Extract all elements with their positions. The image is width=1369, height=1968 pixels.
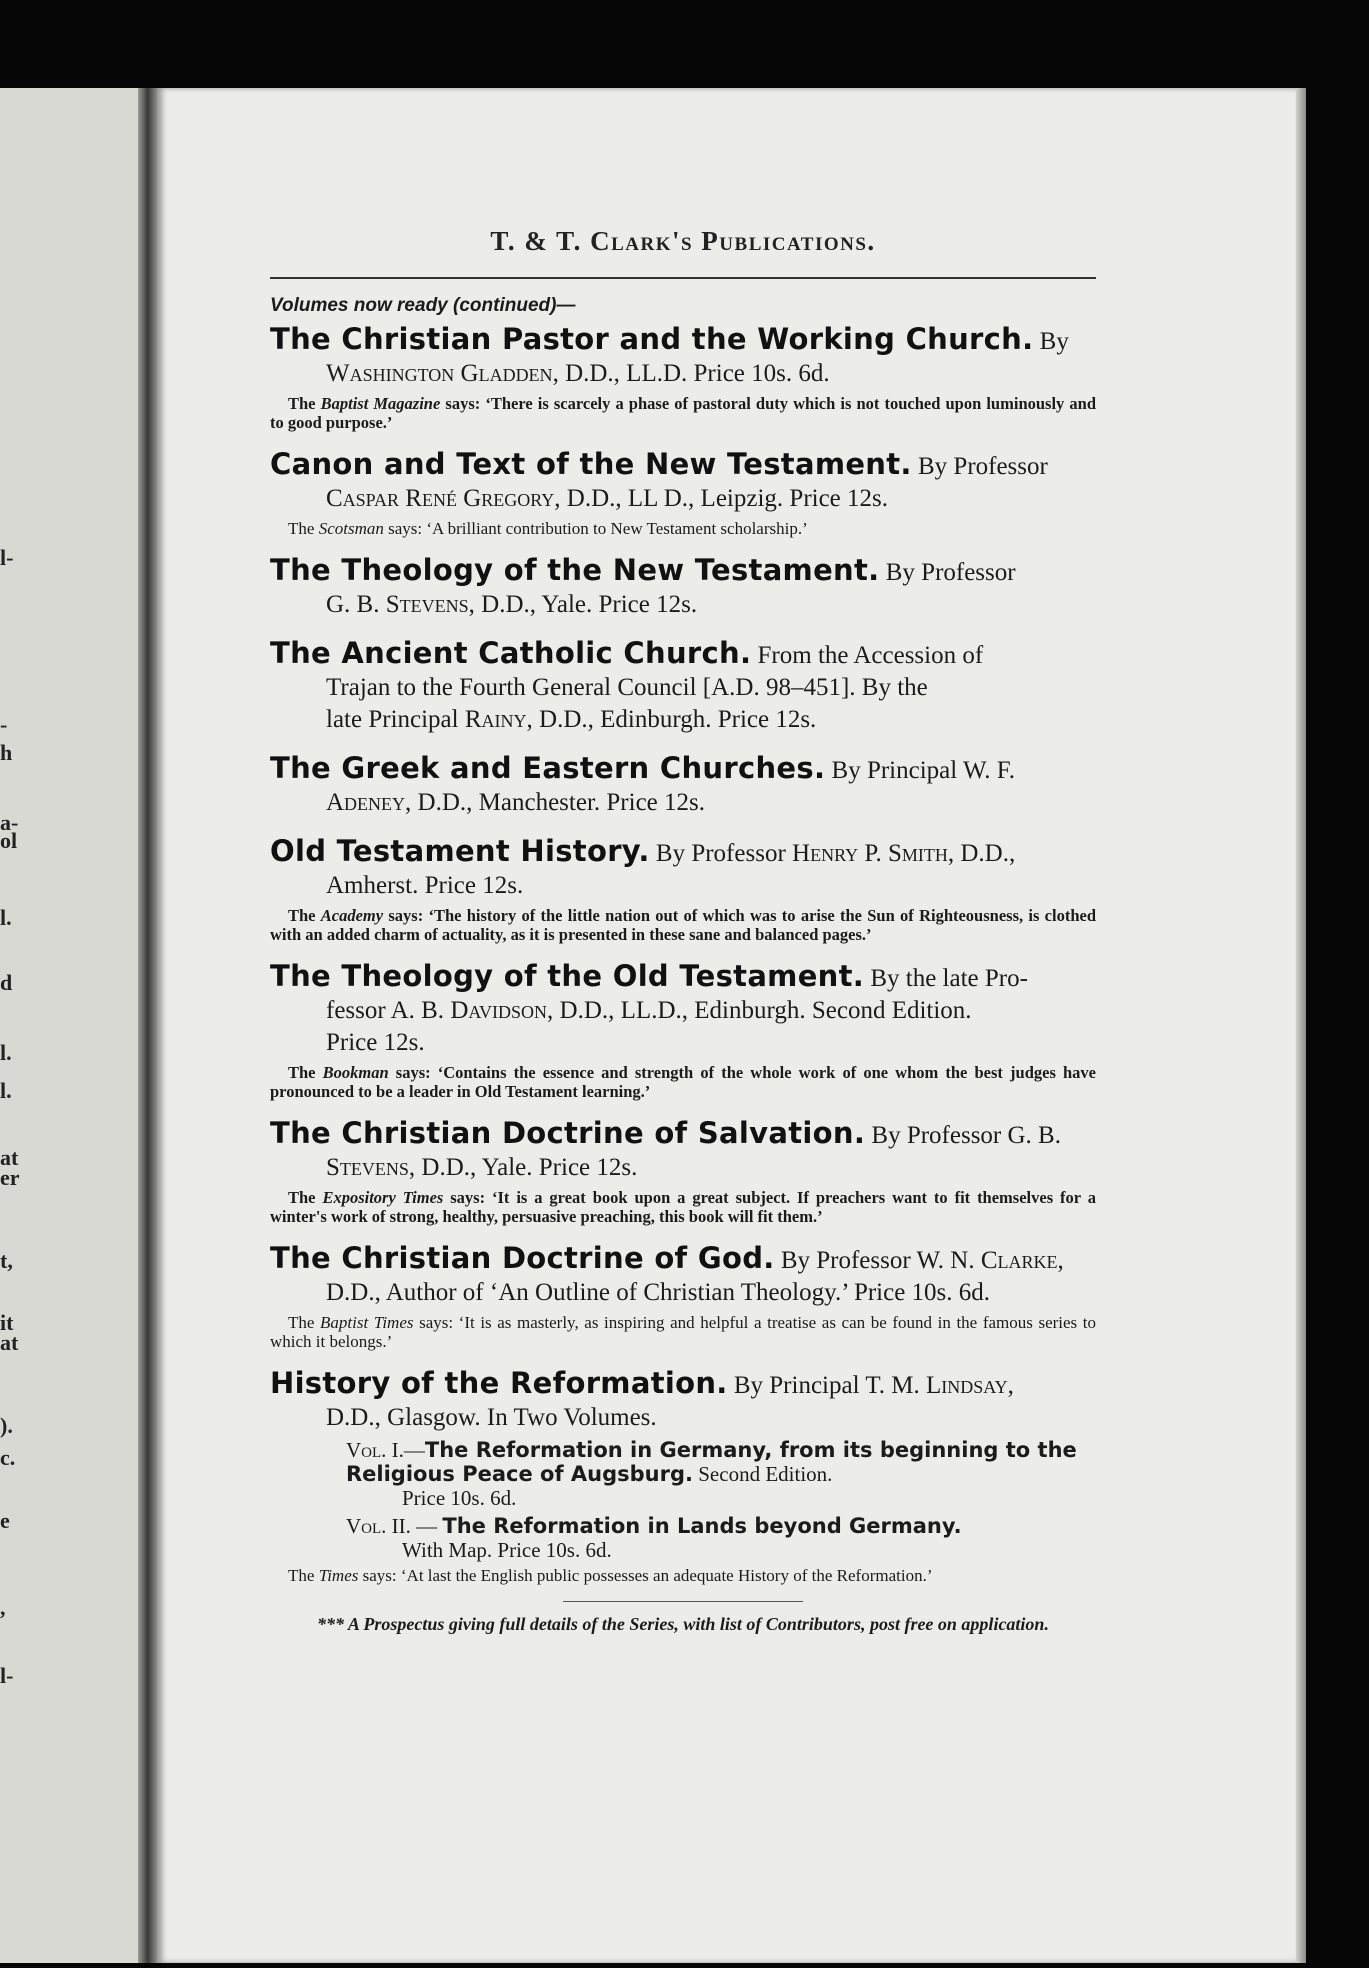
left-fragment-text: er bbox=[0, 1165, 20, 1190]
review-prefix: The bbox=[288, 1566, 319, 1585]
book-entry bbox=[270, 1367, 1096, 1585]
author-details: , D.D., LL.D., Edinburgh. Second Edition. bbox=[547, 997, 972, 1024]
book-entry bbox=[270, 835, 1096, 944]
book-title: The Theology of the Old Testament. bbox=[270, 959, 865, 993]
book-title: Canon and Text of the New Testament. bbox=[270, 447, 912, 481]
entry-line bbox=[270, 358, 1096, 390]
book-title: The Greek and Eastern Churches. bbox=[270, 751, 826, 785]
entry-byline: By Professor G. B. bbox=[865, 1122, 1061, 1149]
entry-head bbox=[270, 637, 1096, 672]
book-entry bbox=[270, 752, 1096, 819]
review-text: says: ‘At last the English public possesses an adequate History of the Reformation.’ bbox=[358, 1566, 933, 1585]
left-fragment-text: ol bbox=[0, 828, 18, 853]
author-name: Washington Gladden bbox=[326, 360, 553, 387]
review-text: says: ‘It is a great book upon a great subject. If preachers want to fit themselves for a winter's work of strong, healthy, persuasive preaching, this book will fit them.’ bbox=[270, 1188, 1096, 1226]
entry-byline: By the late Pro- bbox=[864, 965, 1028, 992]
page-edge bbox=[1296, 88, 1306, 1963]
volume-title: The Reformation in Germany, from its beginning to the Religious Peace of Augsburg. bbox=[346, 1438, 1077, 1486]
entry-head bbox=[270, 835, 1096, 870]
book-title: History of the Reformation. bbox=[270, 1366, 728, 1400]
volume-label: Vol. II. — bbox=[346, 1514, 443, 1538]
author-name: Stevens bbox=[326, 1154, 409, 1181]
book-entry bbox=[270, 1117, 1096, 1226]
entry-line: D.D., Glasgow. In Two Volumes. bbox=[326, 1404, 657, 1431]
entry-byline: From the Accession of bbox=[751, 642, 984, 669]
entry-byline: By Principal W. F. bbox=[825, 757, 1015, 784]
book-title: The Christian Doctrine of God. bbox=[270, 1241, 775, 1275]
book-title: The Ancient Catholic Church. bbox=[270, 636, 752, 670]
author-name: Caspar René Gregory bbox=[326, 485, 555, 512]
review-quote bbox=[270, 906, 1096, 944]
entry-head bbox=[270, 448, 1096, 483]
entry-line: Amherst. Price 12s. bbox=[326, 872, 524, 899]
left-fragment-text: l. bbox=[0, 1040, 12, 1065]
author-prefix: late Principal bbox=[326, 706, 465, 733]
author-details: , bbox=[1007, 1372, 1014, 1399]
entry-head bbox=[270, 752, 1096, 787]
entry-line bbox=[270, 483, 1096, 515]
author-details: , D.D., Manchester. Price 12s. bbox=[405, 789, 705, 816]
volume-edition: Second Edition. bbox=[693, 1462, 833, 1486]
review-text: says: ‘The history of the little nation out of which was to arise the Sun of Righteousness, is clothed with an added charm of actuality, as it is presented in these sane and balanced pages.’ bbox=[270, 906, 1096, 944]
entry-line bbox=[270, 704, 1096, 736]
book-entry bbox=[270, 448, 1096, 538]
volume-entry bbox=[270, 1438, 1096, 1510]
left-fragment-text: it bbox=[0, 1310, 14, 1335]
left-fragment-text: l- bbox=[0, 1663, 14, 1688]
review-source: Academy bbox=[320, 906, 384, 925]
left-fragment-text: a- bbox=[0, 810, 19, 835]
review-prefix: The bbox=[288, 519, 319, 538]
entry-head bbox=[270, 323, 1096, 358]
review-prefix: The bbox=[288, 394, 321, 413]
page-content bbox=[270, 226, 1096, 1636]
entry-byline: By Professor W. N. bbox=[774, 1247, 981, 1274]
head-rule bbox=[270, 277, 1096, 279]
volume-title: The Reformation in Lands beyond Germany. bbox=[442, 1514, 962, 1538]
review-source: Times bbox=[318, 1566, 359, 1585]
left-fragment-text: l. bbox=[0, 1078, 12, 1103]
review-source: Scotsman bbox=[318, 519, 384, 538]
author-details: , D.D., Edinburgh. Price 12s. bbox=[526, 706, 817, 733]
author-details: , D.D., bbox=[947, 840, 1016, 867]
review-source: Baptist Magazine bbox=[320, 394, 441, 413]
review-quote bbox=[270, 1188, 1096, 1226]
review-quote bbox=[270, 1566, 1096, 1585]
footer-rule bbox=[563, 1601, 803, 1602]
review-prefix: The bbox=[288, 1188, 323, 1207]
entry-byline: By Principal T. M. bbox=[727, 1372, 926, 1399]
entry-line bbox=[270, 1152, 1096, 1184]
entry-head bbox=[270, 1242, 1096, 1277]
book-entry bbox=[270, 323, 1096, 432]
entry-line: Price 12s. bbox=[326, 1029, 425, 1056]
review-prefix: The bbox=[288, 1313, 321, 1332]
book-title: The Christian Doctrine of Salvation. bbox=[270, 1116, 866, 1150]
left-fragment-text: - bbox=[0, 712, 8, 737]
book-entry bbox=[270, 960, 1096, 1101]
entry-head bbox=[270, 554, 1096, 589]
entry-byline: By Professor bbox=[879, 559, 1016, 586]
review-source: Baptist Times bbox=[320, 1313, 414, 1332]
entry-line: Trajan to the Fourth General Council [A.D. 98–451]. By the bbox=[326, 674, 928, 701]
previous-page-fragment bbox=[0, 88, 148, 1963]
review-quote bbox=[270, 519, 1096, 538]
author-initials: G. B. bbox=[326, 591, 386, 618]
book-entry bbox=[270, 1242, 1096, 1351]
review-text: says: ‘A brilliant contribution to New Testament scholarship.’ bbox=[383, 519, 808, 538]
author-name: Rainy bbox=[464, 706, 527, 733]
left-fragment-text: at bbox=[0, 1330, 19, 1355]
book-title: Old Testament History. bbox=[270, 834, 650, 868]
entry-byline: By bbox=[1033, 328, 1069, 355]
review-prefix: The bbox=[288, 1063, 323, 1082]
volume-price: Price 10s. 6d. bbox=[402, 1486, 517, 1510]
left-fragment-text: t, bbox=[0, 1248, 13, 1273]
entry-head bbox=[270, 1117, 1096, 1152]
author-details: , D.D., Yale. Price 12s. bbox=[468, 591, 698, 618]
left-fragment-text: , bbox=[0, 1595, 6, 1620]
volume-entry bbox=[270, 1514, 1096, 1562]
entry-line bbox=[270, 787, 1096, 819]
author-name: Davidson bbox=[450, 997, 548, 1024]
review-source: Expository Times bbox=[322, 1188, 444, 1207]
left-fragment-text: d bbox=[0, 970, 13, 995]
review-text: says: ‘It is as masterly, as inspiring and helpful a treatise as can be found in the famous series to which it belongs.’ bbox=[270, 1313, 1096, 1351]
author-prefix: fessor A. B. bbox=[326, 997, 451, 1024]
left-fragment-text: l- bbox=[0, 545, 14, 570]
author-details: , D.D., LL D., Leipzig. Price 12s. bbox=[554, 485, 889, 512]
left-fragment-text: at bbox=[0, 1145, 19, 1170]
review-prefix: The bbox=[288, 906, 321, 925]
author-name: Lindsay bbox=[925, 1372, 1008, 1399]
author-name: Stevens bbox=[385, 591, 469, 618]
volume-label: Vol. I.— bbox=[346, 1438, 425, 1462]
entry-byline: By Professor bbox=[649, 840, 793, 867]
review-source: Bookman bbox=[322, 1063, 389, 1082]
entry-line bbox=[270, 589, 1096, 621]
section-heading: Volumes now ready (continued)— bbox=[270, 295, 576, 316]
review-quote bbox=[270, 1313, 1096, 1351]
book-title: The Christian Pastor and the Working Church. bbox=[270, 322, 1034, 356]
author-details: , D.D., Yale. Price 12s. bbox=[408, 1154, 638, 1181]
review-text: says: ‘Contains the essence and strength of the whole work of one whom the best judges have pronounced to be a leader in Old Testament learning.’ bbox=[270, 1063, 1096, 1101]
author-details: , D.D., LL.D. Price 10s. 6d. bbox=[552, 360, 830, 387]
left-fragment-text: c. bbox=[0, 1445, 16, 1470]
volume-price: With Map. Price 10s. 6d. bbox=[402, 1538, 612, 1562]
entry-line: D.D., Author of ‘An Outline of Christian Theology.’ Price 10s. 6d. bbox=[326, 1279, 991, 1306]
prospectus-note: *** A Prospectus giving full details of the Series, with list of Contributors, post free on application. bbox=[317, 1614, 1049, 1634]
author-name: Henry P. Smith bbox=[792, 840, 948, 867]
book-entry bbox=[270, 637, 1096, 736]
review-quote bbox=[270, 394, 1096, 432]
author-name: Adeney bbox=[326, 789, 406, 816]
entry-line bbox=[270, 995, 1096, 1027]
book-entry bbox=[270, 554, 1096, 621]
entry-head bbox=[270, 1367, 1096, 1402]
entry-byline: By Professor bbox=[911, 453, 1048, 480]
left-fragment-text: h bbox=[0, 740, 13, 765]
author-details: , bbox=[1057, 1247, 1064, 1274]
book-title: The Theology of the New Testament. bbox=[270, 553, 880, 587]
left-fragment-text: l. bbox=[0, 905, 12, 930]
left-fragment-text: e bbox=[0, 1508, 10, 1533]
entry-head bbox=[270, 960, 1096, 995]
review-quote bbox=[270, 1063, 1096, 1101]
running-head: T. & T. Clark's Publications. bbox=[490, 226, 876, 256]
left-fragment-text: ). bbox=[0, 1413, 13, 1438]
author-name: Clarke bbox=[980, 1247, 1058, 1274]
review-text: says: ‘There is scarcely a phase of pastoral duty which is not touched upon luminously and to good purpose.’ bbox=[270, 394, 1096, 432]
